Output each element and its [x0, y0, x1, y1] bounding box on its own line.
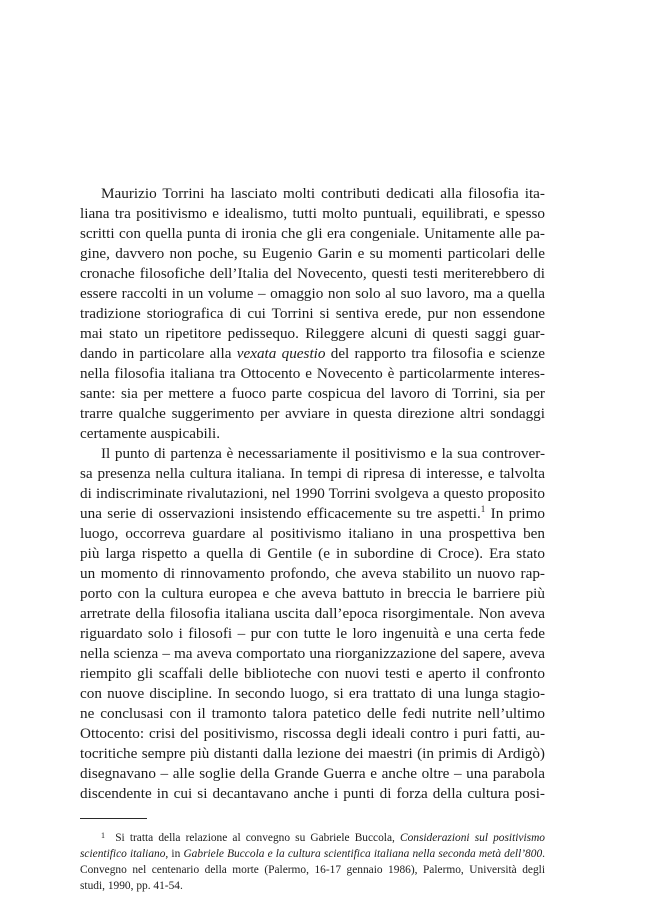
body-line — [80, 484, 545, 504]
body-text: discendente in cui si decantavano anche i punti di forza della cultura posi- — [80, 785, 545, 802]
body-line — [80, 424, 545, 444]
body-text: disegnavano – alle soglie della Grande Guerra e anche oltre – una parabola — [80, 765, 545, 782]
body-line — [80, 284, 545, 304]
body-line — [80, 764, 545, 784]
body-text: liana tra positivismo e idealismo, tutti molto puntuali, equilibrati, e spesso — [80, 205, 545, 222]
body-line — [80, 224, 545, 244]
body-line — [80, 664, 545, 684]
footnote-line — [80, 862, 545, 878]
body-line — [80, 784, 545, 804]
body-line — [80, 644, 545, 664]
italic-phrase: vexata questio — [236, 345, 326, 362]
body-line — [80, 384, 545, 404]
body-text: una serie di osservazioni insistendo efficacemente su tre aspetti. — [80, 505, 481, 522]
footnote-italic: scientifico italiano — [80, 848, 166, 860]
body-text: dando in particolare alla — [80, 345, 237, 362]
body-line — [80, 344, 545, 364]
footnote-text: . — [542, 848, 545, 860]
body-line — [101, 444, 545, 464]
body-line — [80, 324, 545, 344]
body-text: essere raccolti in un volume – omaggio non solo al suo lavoro, ma a quella — [80, 285, 545, 302]
body-text: di indiscriminate rivalutazioni, nel 1990 Torrini svolgeva a questo proposito — [80, 485, 545, 502]
body-text: sa presenza nella cultura italiana. In tempi di ripresa di interesse, e talvolta — [80, 465, 545, 482]
footnote-line — [101, 830, 545, 846]
body-text: più larga rispetto a quella di Gentile (e in subordine di Croce). Era stato — [80, 545, 545, 562]
body-line — [80, 584, 545, 604]
body-text: mai stato un ripetitore pedissequo. Rileggere alcuni di questi saggi guar- — [80, 325, 545, 342]
body-text: cronache filosofiche dell’Italia del Novecento, questi testi meriterebbero di — [80, 265, 545, 282]
body-text: Maurizio Torrini ha lasciato molti contributi dedicati alla filosofia ita- — [101, 185, 545, 202]
body-text: trarre qualche suggerimento per avviare in questa direzione altri sondaggi — [80, 405, 545, 422]
body-text: ne conclusasi con il tramonto talora patetico delle fedi nutrite nell’ultimo — [80, 705, 545, 722]
body-text: tradizione storiografica di cui Torrini si sentiva erede, pur non essendone — [80, 305, 545, 322]
body-line — [80, 684, 545, 704]
body-line — [80, 544, 545, 564]
body-text: certamente auspicabili. — [80, 425, 220, 442]
body-line — [80, 564, 545, 584]
body-text: nella filosofia italiana tra Ottocento e Novecento è particolarmente interes- — [80, 365, 545, 382]
body-text: porto con la cultura europea e che aveva battuto in breccia le barriere più — [80, 585, 545, 602]
body-text: gine, davvero non poche, su Eugenio Garin e su momenti particolari delle — [80, 245, 545, 262]
footnote-reference[interactable]: 1 — [480, 504, 486, 514]
body-line — [80, 724, 545, 744]
body-text: Il punto di partenza è necessariamente il positivismo e la sua controver- — [101, 445, 545, 462]
body-line — [101, 184, 545, 204]
body-text: scritti con quella punta di ironia che gli era congeniale. Unitamente alle pa- — [80, 225, 545, 242]
body-line — [80, 464, 545, 484]
body-line — [80, 624, 545, 644]
body-text: nella scienza – ma aveva comportato una riorganizzazione del sapere, aveva — [80, 645, 545, 662]
footnote-text: studi, 1990, pp. 41-54. — [80, 880, 183, 892]
footnote-text: , in — [165, 848, 184, 860]
footnote-line — [80, 878, 545, 894]
body-line — [80, 504, 545, 524]
footnote-italic: Considerazioni sul positivismo — [399, 832, 545, 844]
body-line — [80, 524, 545, 544]
footnote-text: Convegno nel centenario della morte (Palermo, 16-17 gennaio 1986), Palermo, Università degli — [80, 864, 545, 876]
body-text: del rapporto tra filosofia e scienze — [325, 345, 545, 362]
body-line — [80, 704, 545, 724]
body-text: un momento di rinnovamento profondo, che aveva stabilito un nuovo rap- — [80, 565, 545, 582]
body-text: luogo, occorreva guardare al positivismo italiano in una prospettiva ben — [80, 525, 545, 542]
body-text: arretrate della filosofia italiana uscita dall’epoca risorgimentale. Non aveva — [80, 605, 545, 622]
body-text: con nuove discipline. In secondo luogo, si era trattato di una lunga stagio- — [80, 685, 545, 702]
footnote-marker: 1 — [101, 831, 105, 840]
footnote-italic: Gabriele Buccola e la cultura scientifica italiana nella seconda metà dell’800 — [183, 848, 543, 860]
footnote-text: Si tratta della relazione al convegno su Gabriele Buccola, — [115, 832, 400, 844]
body-line — [80, 604, 545, 624]
body-line — [80, 244, 545, 264]
body-text: riempito gli scaffali delle biblioteche con nuovi testi e aperto il confronto — [80, 665, 545, 682]
body-line — [80, 304, 545, 324]
body-line — [80, 404, 545, 424]
footnote-separator — [80, 818, 147, 819]
body-text: Ottocento: crisi del positivismo, riscossa degli ideali contro i puri fatti, au- — [80, 725, 545, 742]
body-line — [80, 264, 545, 284]
body-text: sante: sia per mettere a fuoco parte cospicua del lavoro di Torrini, sia per — [80, 385, 545, 402]
body-text: riguardato solo i filosofi – pur con tutte le loro ingenuità e una certa fede — [80, 625, 545, 642]
body-line — [80, 744, 545, 764]
body-text: In primo — [485, 505, 545, 522]
body-line — [80, 364, 545, 384]
body-text: tocritiche sempre più distanti dalla lezione dei maestri (in primis di Ardigò) — [80, 745, 545, 762]
body-line — [80, 204, 545, 224]
footnote-line — [80, 846, 545, 862]
